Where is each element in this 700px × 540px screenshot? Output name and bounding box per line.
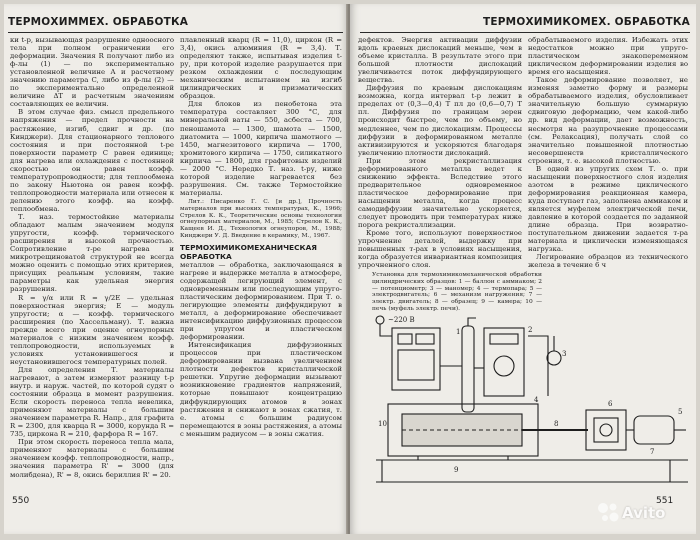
left-column-2 <box>180 36 342 494</box>
figure-label: 4 <box>534 396 539 404</box>
watermark-text: Avito <box>622 504 666 522</box>
figure-label: 2 <box>528 326 533 334</box>
gas-cylinder <box>462 326 474 412</box>
paragraph: R = γ/α или R = γ/2E — удельная поверхностная энергия; E — модуль упругости; α — коэфф. термического расширения (по Хассельману). Т. важна прежде всего при оценке огнеупорных материалов с низким значением коэфф. теплопроводности, используемых в условиях установившегося и неустановившегося температурных полей. <box>10 293 174 366</box>
paragraph: Диффузия по краевым дислокациям возможна, когда интервал t-р лежит в пределах от (0,3—0,4) T пл до (0,6—0,7) T пл. Диффузия по границам зерен происходит быстрее, чем по объему, но медленнее, чем по дислокациям. Процессы диффузии в деформированном металле активизируются и ускоряются благодаря увеличению плотности дислокаций. <box>358 84 522 157</box>
paragraph: ки t-р, вызывающая разрушение одноосного тела при полном ограничении его деформации. Значения R получают либо из ф-лы (1) — по экспериментально установленной величине A и расчетному значению параметра C, либо из ф-лы (2) — по экспериментально определенной величине ΔT и расчетным значениям составляющих ее величин. <box>10 36 174 109</box>
paragraph: обрабатываемого изделия. Избежать этих недостатков можно при упруго-пластическом знакопеременном циклическом деформировании изделия во время его насыщения. <box>528 36 688 77</box>
avito-watermark <box>596 500 686 528</box>
section-heading: ТЕРМОХИМИКОМЕХАНИЧЕСКАЯ ОБРАБОТКА <box>180 242 317 261</box>
figure-caption: Установка для термохимикомеханической обработки цилиндрических образцов: 1 — баллон с аммиаком; 2 — потенциометр; 3 — маномер; 4 — термопара; 5 — электродвигатель; 6 — механизм нагружения; 7 — электр. двигатель; 8 — образец; 9 — камера; 10 — печь (муфель электр. печи). <box>372 272 542 312</box>
figure-label: 9 <box>454 466 459 474</box>
paragraph: плавленный кварц (R = 11,0), циркон (R = 3,4), окись алюминия (R = 3,4). Т. определяют также, испытывая изделия t-ру, при которой изделие разрушается при резком охлаждении с последующим механическим испытанием на изгиб цилиндрических и призматических образцов. <box>180 36 342 101</box>
right-column-1 <box>358 36 522 298</box>
left-running-head: ТЕРМОХИММЕХ. ОБРАБОТКА <box>8 14 343 33</box>
left-column-1 <box>10 36 174 494</box>
right-column-2 <box>528 36 688 298</box>
paragraph: В одной из упругих схем Т. о. при насыщении поверхностного слоя изделия азотом в режиме циклического деформирования реакционная камера, куда поступает газ, заполнена аммиаком и является муфелем электрической печи, давление в которой создается по заданной длине образца. При возвратно-поступательном движении задается т-ра материала и циклически изменяющаяся нагрузка. <box>528 164 688 254</box>
paragraph: Такое деформирование позволяет, не изменяя заметно форму и размеры обрабатываемого изделия, обусловливает значительную большую суммарную сдвиговую деформацию, чем какой-либо др. вид деформации, дает возможность, несмотря на разупрочнение процессами (см. Релаксация), получать слой со значительно повышенной плотностью несовершенств кристаллического строения, т. е. высокой плотностью. <box>528 76 688 165</box>
right-page-number: 551 <box>656 496 674 506</box>
paragraph: В этом случае физ. смысл предельного напряжения — предел прочности на растяжение, изгиб, сдвиг и др. (по Кинджери). Для стационарного теплового состояния и при постоянной t-ре поверхности параметр C равен единице; для нагрева или охлаждения с постоянной скоростью он равен коэфф. температуропроводности; для теплообмена по закону Ньютона он равен коэфф. теплопроводности материала или отнесен к делению этого коэфф. на коэфф. теплообмена. <box>10 108 174 213</box>
references: Лит.: Писаренко Г. С. [и др.], Прочность материалов при высоких температурах, К., 1966; Стрелов К. К., Теоретические основы технологии огнеупорных материалов, М., 1985; Стрелов К. К., Кащеев И. Д., Технология огнеупоров, М., 1988; Кинджери У. Д. Введение в керамику, М., 1967. <box>180 198 342 239</box>
paragraph: Для блоков из пенобетона эта температура составляет 300 °С, для минеральной ваты — 550, асбеста — 700, пеношамота — 1300, шамота — 1500, диатомита — 1000, кирпича шамотного — 1450, магнезитового кирпича — 1700, хромитового кирпича — 1750, силикатного кирпича — 1800, для графитовых изделий — 2000 °С. Нередко Т. наз. t-ру, ниже которой изделие нагревается без разрушения. См. также Термостойкие материалы. <box>180 100 342 197</box>
figure-mark: ~220 В <box>388 316 415 324</box>
paragraph: При этом скорость переноса тепла мала, применяют материалы с большим значением коэфф. теплопроводности, напр., значения параметра R' = 3000 (для молибдена), R' = 8, окись бериллия R' = 20. <box>10 438 174 479</box>
paragraph: Для определения Т. материалы нагревают, а затем измеряют разницу t-р внутр. и наруж. частей, по которой судят о состоянии образца в момент разрушения. Если скорость переноса тепла невелика, применяют материалы с большим значением параметра R. Напр., для графита R = 2300, для кварца R = 3000, корунда R = 735, циркона R = 210, фарфора R = 167. <box>10 365 174 439</box>
manometer-icon <box>547 351 561 365</box>
figure-label: 6 <box>608 400 613 408</box>
paragraph: Интенсификация диффузионных процессов при пластическом деформировании вызвана увеличением плотности дефектов кристаллической решетки. Упругие деформации вызывают возникновение градиентов напряжений, которые повышают концентрацию диффундирующих атомов в зонах растяжения и снижают в зонах сжатия, т. е. атомы с большим радиусом перемещаются в зоны растяжения, а атомы с меньшим радиусом — в зоны сжатия. <box>180 341 342 438</box>
apparatus-figure <box>358 306 694 506</box>
left-page <box>4 4 348 534</box>
figure-label: 1 <box>456 328 461 336</box>
figure-label: 10 <box>378 420 387 428</box>
figure-label: 8 <box>554 420 559 428</box>
avito-logo-icon <box>596 500 620 524</box>
left-page-number: 550 <box>12 496 30 506</box>
paragraph: дефектов. Энергия активации диффузии вдоль краевых дислокаций меньше, чем в объеме кристалла. В результате этого при большой плотности дислокаций увеличивается поток диффундирующего вещества. <box>358 36 522 85</box>
paragraph: При этом рекристаллизация деформированного металла ведет к снижению эффекта. Вследствие этого предварительное одновременное пластическое деформирование при насыщении металла, когда процесс самодиффузии значительно ускоряется, следует проводить при температурах ниже порога рекристаллизации. <box>358 156 522 230</box>
right-running-head: ТЕРМОХИМИКОМЕХ. ОБРАБОТКА <box>360 14 690 33</box>
right-page <box>350 4 696 534</box>
figure-label: 5 <box>678 408 683 416</box>
paragraph: Легирование образцов из технического железа в течение 6 ч <box>528 253 688 270</box>
paragraph: Кроме того, используют поверхностное упрочнение деталей, выдержку при повышенных т-рах в условиях насыщения, когда образуется инвариантная композиция упрочненного слоя. <box>358 229 522 270</box>
paragraph: металлов — обработка, заключающаяся в нагреве и выдержке металла в атмосфере, содержащей легирующий элемент, с одновременным или последующим упруго-пластическим деформированием. При Т. о. легирующие элементы диффундируют в металл, а деформирование обеспечивает интенсификацию диффузионных процессов при упругом и пластическом деформировании. <box>180 260 342 342</box>
figure-label: 7 <box>650 448 655 456</box>
electric-motor <box>634 416 674 444</box>
loading-mechanism <box>586 410 626 450</box>
figure-label: 3 <box>562 350 567 358</box>
plug-icon <box>376 316 384 324</box>
paragraph: Т. наз. термостойкие материалы обладают малым значением модуля упругости, коэфф. термического расширения и высокой прочностью. Сопротивление т-ре нагрева и микротрещиноватой структурой не всегда можно оценить с помощью этих критериев, присущих реальным условиям, такие параметры как удельная энергия разрушения. <box>10 213 174 294</box>
